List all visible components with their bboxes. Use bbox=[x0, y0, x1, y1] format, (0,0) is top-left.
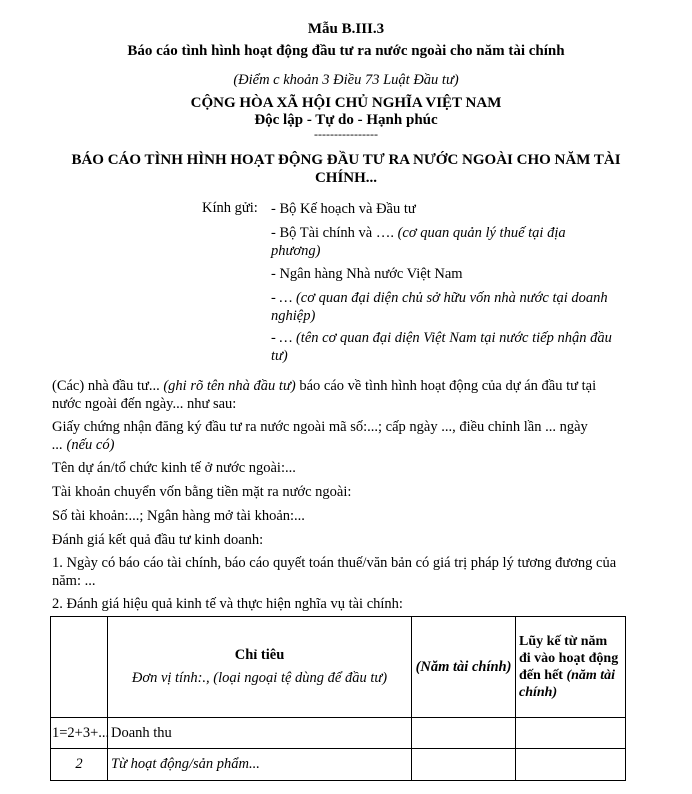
row-value-cumulative bbox=[516, 749, 626, 781]
form-code: Mẫu B.III.3 bbox=[307, 21, 385, 37]
row-number: 1=2+3+... bbox=[51, 718, 108, 749]
capital-account-line: Tài khoản chuyển vốn bằng tiền mặt ra nước ngoài: bbox=[52, 484, 352, 500]
recipient-2 bbox=[271, 224, 631, 242]
recipient-4-cont: nghiệp) bbox=[271, 308, 316, 324]
table-header-row bbox=[51, 617, 626, 718]
recipient-1: - Bộ Kế hoạch và Đầu tư bbox=[271, 201, 416, 217]
recipient-2-note: (cơ quan quản lý thuế tại địa bbox=[397, 225, 566, 241]
recipient-5-cont: tư) bbox=[271, 348, 288, 364]
recipient-4: - … (cơ quan đại diện chủ sở hữu vốn nhà nước tại doanh bbox=[271, 290, 608, 306]
national-motto: Độc lập - Tự do - Hạnh phúc bbox=[254, 112, 438, 128]
evaluation-heading: Đánh giá kết quả đầu tư kinh doanh: bbox=[52, 532, 264, 548]
legal-reference: (Điểm c khoản 3 Điều 73 Luật Đầu tư) bbox=[233, 72, 459, 88]
report-title-line1: BÁO CÁO TÌNH HÌNH HOẠT ĐỘNG ĐẦU TƯ RA NƯỚC NGOÀI CHO NĂM TÀI bbox=[71, 152, 621, 168]
certificate-line: Giấy chứng nhận đăng ký đầu tư ra nước ngoài mã số:...; cấp ngày ..., điều chỉnh lần ... ngày bbox=[52, 419, 588, 435]
recipient-2-text: - Bộ Tài chính và …. bbox=[271, 225, 398, 241]
table-row bbox=[51, 749, 626, 781]
header-indicator-cell bbox=[108, 617, 412, 718]
recipient-5: - … (tên cơ quan đại diện Việt Nam tại nước tiếp nhận đầu bbox=[271, 330, 612, 346]
table-row bbox=[51, 718, 626, 749]
project-name-line: Tên dự án/tổ chức kinh tế ở nước ngoài:... bbox=[52, 460, 296, 476]
report-date-line-cont: năm: ... bbox=[52, 573, 96, 589]
row-value-fiscal bbox=[412, 718, 516, 749]
report-title-line2: CHÍNH... bbox=[314, 170, 378, 186]
account-number-line: Số tài khoản:...; Ngân hàng mở tài khoản:... bbox=[52, 508, 305, 524]
investor-text-2: báo cáo về tình hình hoạt động của dự án đầu tư tại bbox=[295, 378, 597, 394]
header-cumulative: Lũy kế từ năm đi vào hoạt động đến hết bbox=[519, 634, 619, 683]
header-cumulative-cell bbox=[516, 617, 626, 718]
economic-efficiency-heading: 2. Đánh giá hiệu quả kinh tế và thực hiện nghĩa vụ tài chính: bbox=[52, 596, 403, 612]
investor-paragraph-cont: nước ngoài đến ngày... như sau: bbox=[52, 396, 237, 412]
investor-note: (ghi rõ tên nhà đầu tư) bbox=[163, 378, 296, 394]
header-divider: ---------------- bbox=[314, 127, 378, 141]
form-title: Báo cáo tình hình hoạt động đầu tư ra nước ngoài cho năm tài chính bbox=[127, 43, 565, 59]
investor-text: (Các) nhà đầu tư... bbox=[52, 378, 164, 394]
row-value-fiscal bbox=[412, 749, 516, 781]
report-date-line: 1. Ngày có báo cáo tài chính, báo cáo quyết toán thuế/văn bản có giá trị pháp lý tương đương của bbox=[52, 555, 617, 571]
recipient-2-cont: phương) bbox=[271, 243, 321, 259]
row-label: Từ hoạt động/sản phẩm... bbox=[108, 749, 412, 781]
investor-paragraph bbox=[52, 377, 630, 395]
financial-table bbox=[50, 616, 626, 781]
recipient-3: - Ngân hàng Nhà nước Việt Nam bbox=[271, 266, 463, 282]
header-no-cell bbox=[51, 617, 108, 718]
header-cumulative-note: (năm tài chính) bbox=[519, 668, 616, 700]
row-label: Doanh thu bbox=[108, 718, 412, 749]
country-name: CỘNG HÒA XÃ HỘI CHỦ NGHĨA VIỆT NAM bbox=[190, 95, 502, 111]
header-fiscal-year: (Năm tài chính) bbox=[412, 617, 516, 718]
recipients-label: Kính gửi: bbox=[202, 200, 258, 216]
certificate-line-cont: ... (nếu có) bbox=[52, 437, 115, 453]
row-number: 2 bbox=[51, 749, 108, 781]
header-unit: Đơn vị tính:., (loại ngoại tệ dùng để đầu tư) bbox=[131, 670, 388, 686]
row-value-cumulative bbox=[516, 718, 626, 749]
header-indicator: Chỉ tiêu bbox=[234, 647, 285, 663]
